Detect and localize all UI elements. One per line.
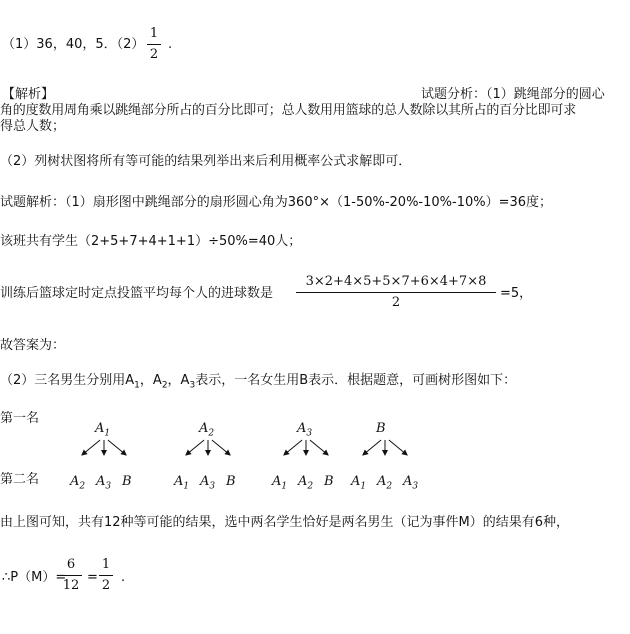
solution-fraction-numerator: 3×2+4×5+5×7+6×4+7×8	[305, 274, 487, 289]
tree-leaf-0-1	[96, 474, 111, 492]
tree-leaf-0-2	[122, 474, 132, 489]
tree-arrow-3-2	[389, 440, 407, 455]
tree-leaf-1-2	[226, 474, 236, 489]
tree-root-3	[376, 421, 386, 436]
tree-leaf-letter: B	[226, 474, 236, 489]
tree-leaf-subscript: 2	[307, 481, 314, 492]
probability-fraction-2-numerator: 1	[101, 557, 111, 572]
tree-leaf-subscript: 3	[209, 481, 216, 492]
subscript-1: 1	[134, 380, 140, 391]
tree-leaf-letter: A	[377, 474, 387, 489]
solution-line-2: 该班共有学生（2+5+7+4+1+1）÷50%=40人；	[0, 234, 302, 249]
tree-root-subscript: 2	[208, 428, 215, 439]
tree-leaf-letter: A	[96, 474, 106, 489]
tree-leaf-2-0	[272, 474, 287, 492]
analysis-line-3: 得总人数；	[0, 119, 66, 134]
probability-fraction-1-denominator: 12	[62, 578, 80, 593]
tree-leaf-subscript: 3	[412, 481, 419, 492]
tree-leaf-letter: B	[122, 474, 132, 489]
analysis-line-4: （2）列树状图将所有等可能的结果列举出来后利用概率公式求解即可．	[0, 154, 412, 169]
tree-root-subscript: 1	[104, 428, 111, 439]
probability-fraction-2-bar	[99, 575, 113, 576]
conclusion-line-1: 由上图可知，共有12种等可能的结果，选中两名学生恰好是两名男生（记为事件M）的结果有6种，	[0, 515, 570, 530]
tree-leaf-subscript: 3	[105, 481, 112, 492]
tree-leaf-2-2	[324, 474, 334, 489]
tree-leaf-3-1	[377, 474, 392, 492]
tree-leaf-letter: A	[298, 474, 308, 489]
solution-line-3-suffix: =5，	[500, 286, 533, 301]
tree-first-label: 第一名	[0, 411, 40, 426]
tree-root-letter: A	[199, 421, 209, 436]
solution-line-4: 故答案为：	[0, 338, 66, 353]
tree-leaf-subscript: 2	[386, 481, 393, 492]
tree-leaf-2-1	[298, 474, 313, 492]
tree-leaf-letter: A	[351, 474, 361, 489]
tree-leaf-letter: A	[174, 474, 184, 489]
tree-root-1	[199, 421, 214, 439]
probability-fraction-2-denominator: 2	[101, 578, 111, 593]
tree-leaf-letter: A	[200, 474, 210, 489]
tree-leaf-1-1	[200, 474, 215, 492]
tree-root-2	[297, 421, 312, 439]
tree-leaf-letter: A	[70, 474, 80, 489]
analysis-head-right: 试题分析：（1）跳绳部分的圆心	[421, 87, 605, 102]
probability-fraction-1-numerator: 6	[66, 557, 76, 572]
tree-leaf-subscript: 1	[183, 481, 190, 492]
answer-end: .	[168, 37, 173, 52]
solution-fraction-denominator: 2	[391, 295, 401, 310]
subscript-2: 2	[161, 380, 168, 391]
tree-leaf-letter: A	[272, 474, 282, 489]
analysis-line-2: 角的度数用周角乘以跳绳部分所占的百分比即可；总人数用用篮球的总人数除以其所占的百分比即可求	[0, 103, 577, 118]
probability-prefix: ∴P（M）=	[2, 570, 67, 585]
tree-leaf-letter: A	[403, 474, 413, 489]
tree-arrow-0-2	[108, 440, 126, 455]
fraction-numerator: 1	[149, 26, 159, 41]
probability-end: .	[121, 570, 126, 585]
tree-leaf-0-0	[70, 474, 85, 492]
solution-line-5-part-a: （2）三名男生分别用A	[0, 373, 135, 388]
tree-root-letter: A	[297, 421, 307, 436]
tree-root-0	[95, 421, 110, 439]
probability-equals: =	[87, 570, 98, 585]
probability-fraction-2	[99, 556, 113, 595]
solution-line-1: 试题解析：（1）扇形图中跳绳部分的扇形圆心角为360°×（1-50%-20%-10%-10%）=36度；	[0, 195, 553, 210]
tree-leaf-1-0	[174, 474, 189, 492]
tree-root-subscript: 3	[306, 428, 313, 439]
fraction-denominator: 2	[149, 47, 159, 62]
solution-line-5-part-c: ，A	[167, 373, 190, 388]
tree-arrow-2-2	[310, 440, 328, 455]
tree-arrow-2-0	[284, 440, 302, 455]
tree-root-letter: B	[376, 421, 386, 436]
solution-line-5-part-d: 表示，一名女生用B表示．根据题意，可画树形图如下：	[195, 373, 517, 388]
tree-leaf-subscript: 2	[79, 481, 86, 492]
probability-fraction-1-bar	[60, 575, 82, 576]
tree-leaf-3-2	[403, 474, 418, 492]
tree-arrow-3-0	[363, 440, 381, 455]
solution-line-3-prefix: 训练后篮球定时定点投篮平均每个人的进球数是	[0, 286, 274, 301]
tree-leaf-subscript: 1	[360, 481, 367, 492]
tree-root-letter: A	[95, 421, 105, 436]
tree-second-label: 第二名	[0, 472, 40, 487]
solution-line-5-part-b: ，A	[139, 373, 162, 388]
tree-arrow-1-0	[186, 440, 204, 455]
answer-text: （1）36，40，5．（2）	[2, 37, 145, 52]
probability-fraction-1	[60, 556, 82, 595]
tree-arrow-0-0	[82, 440, 100, 455]
tree-leaf-letter: B	[324, 474, 334, 489]
tree-leaf-3-0	[351, 474, 366, 492]
subscript-3: 3	[189, 380, 196, 391]
tree-leaf-subscript: 1	[281, 481, 288, 492]
tree-arrow-1-2	[212, 440, 230, 455]
analysis-header: 【解析】	[2, 87, 55, 102]
